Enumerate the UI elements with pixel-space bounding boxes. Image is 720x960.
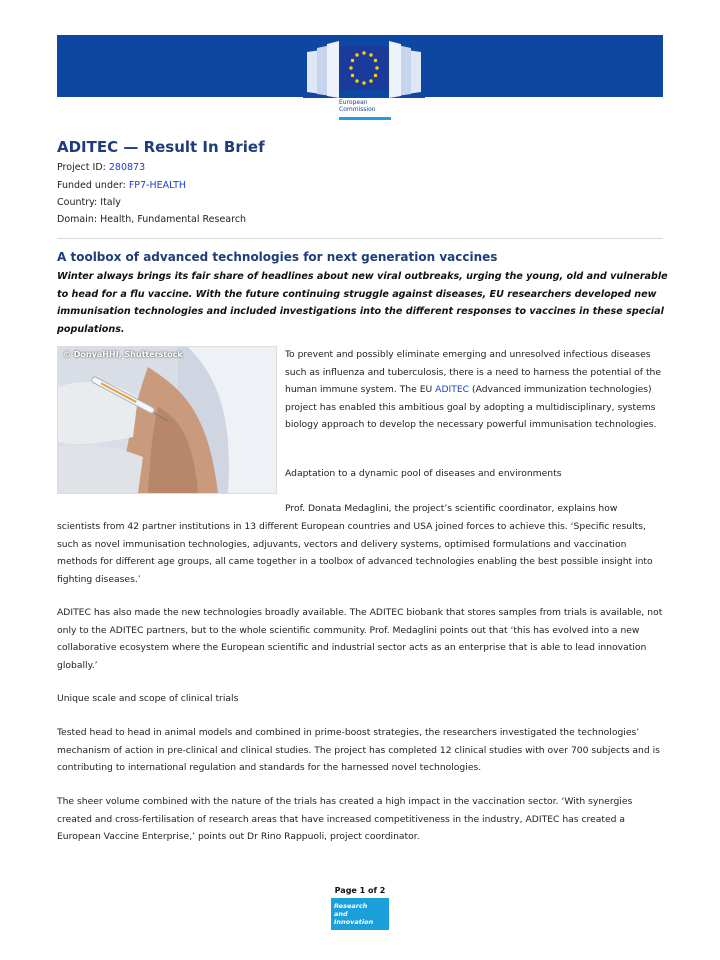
- section-heading-clinical-trials: Unique scale and scope of clinical trials: [57, 693, 239, 704]
- logo-underline: [339, 117, 391, 120]
- page-title: ADITEC — Result In Brief: [57, 138, 265, 156]
- domain: Domain: Health, Fundamental Research: [57, 214, 247, 225]
- article-subtitle: A toolbox of advanced technologies for next generation vaccines: [57, 250, 498, 264]
- article-lead: Winter always brings its fair share of headlines about new viral outbreaks, urging the young, old and vulnerable to head for a flu vaccine. With the future continuing struggle against diseases, EU researchers developed new immunisation technologies and included investigations into the different responses to vaccines in these special populations.: [57, 271, 668, 336]
- project-id: Project ID: 280873: [57, 162, 146, 173]
- image-credit: © DonyaHHI, Shutterstock: [63, 350, 183, 359]
- paragraph-impact: The sheer volume combined with the nature of the trials has created a high impact in the vaccination sector. ‘With synergies created and cross-fertilisation of research areas that have increased competitiveness in the industry, ADITEC has created a European Vaccine Enterprise,’ points out Dr Rino Rappuoli, project coordinator.: [57, 796, 633, 843]
- research-innovation-badge: Research and Innovation: [331, 898, 389, 930]
- country: Country: Italy: [57, 197, 121, 208]
- paragraph-medaglini-first-line: Prof. Donata Medaglini, the project’s scientific coordinator, explains how: [285, 503, 618, 514]
- programme-link[interactable]: FP7-HEALTH: [128, 180, 187, 191]
- paragraph-biobank: ADITEC has also made the new technologies broadly available. The ADITEC biobank that stores samples from trials is available, not only to the ADITEC partners, but to the whole scientific community. Prof. Medaglini points out that ‘this has evolved into a new collaborative ecosystem where the European scientific and industrial sector acts as an enterprise that is able to lead innovation globally.’: [57, 607, 663, 671]
- project-id-link[interactable]: 280873: [108, 162, 146, 173]
- paragraph-intro: To prevent and possibly eliminate emerging and unresolved infectious diseases such as influenza and tuberculosis, there is a need to harness the potential of the human immune system. The EU ADITEC (Advanced immunization technologies) project has enabled this ambitious goal by adopting a multidisciplinary, systems biology approach to develop the necessary powerful immunisation technologies.: [285, 349, 662, 431]
- european-commission-logo: [303, 36, 425, 122]
- paragraph-medaglini: scientists from 42 partner institutions in 13 different European countries and USA joined forces to achieve this. ‘Specific results, such as novel immunisation technologies, adjuvants, vectors and delivery systems, optimised formulations and vaccination methods for different age groups, all came together in a toolbox of advanced technologies enabling the best possible insight into fighting diseases.’: [57, 521, 653, 585]
- paragraph-clinical-studies: Tested head to head in animal models and combined in prime-boost strategies, the researchers investigated the technologies’ mechanism of action in pre-clinical and clinical studies. The project has completed 12 clinical studies with over 700 subjects and is contributing to international regulation and standards for the harnessed novel technologies.: [57, 727, 660, 774]
- commission-building-icon: [303, 36, 425, 98]
- page-number: Page 1 of 2: [334, 886, 386, 895]
- aditec-link[interactable]: ADITEC: [435, 384, 470, 396]
- commission-label: European Commission: [339, 99, 376, 113]
- vaccination-photo: [57, 346, 277, 494]
- vaccination-image: [58, 347, 276, 493]
- section-heading-adaptation: Adaptation to a dynamic pool of diseases and environments: [285, 468, 562, 479]
- divider: [57, 238, 663, 239]
- funded-under: Funded under: FP7-HEALTH: [57, 180, 187, 191]
